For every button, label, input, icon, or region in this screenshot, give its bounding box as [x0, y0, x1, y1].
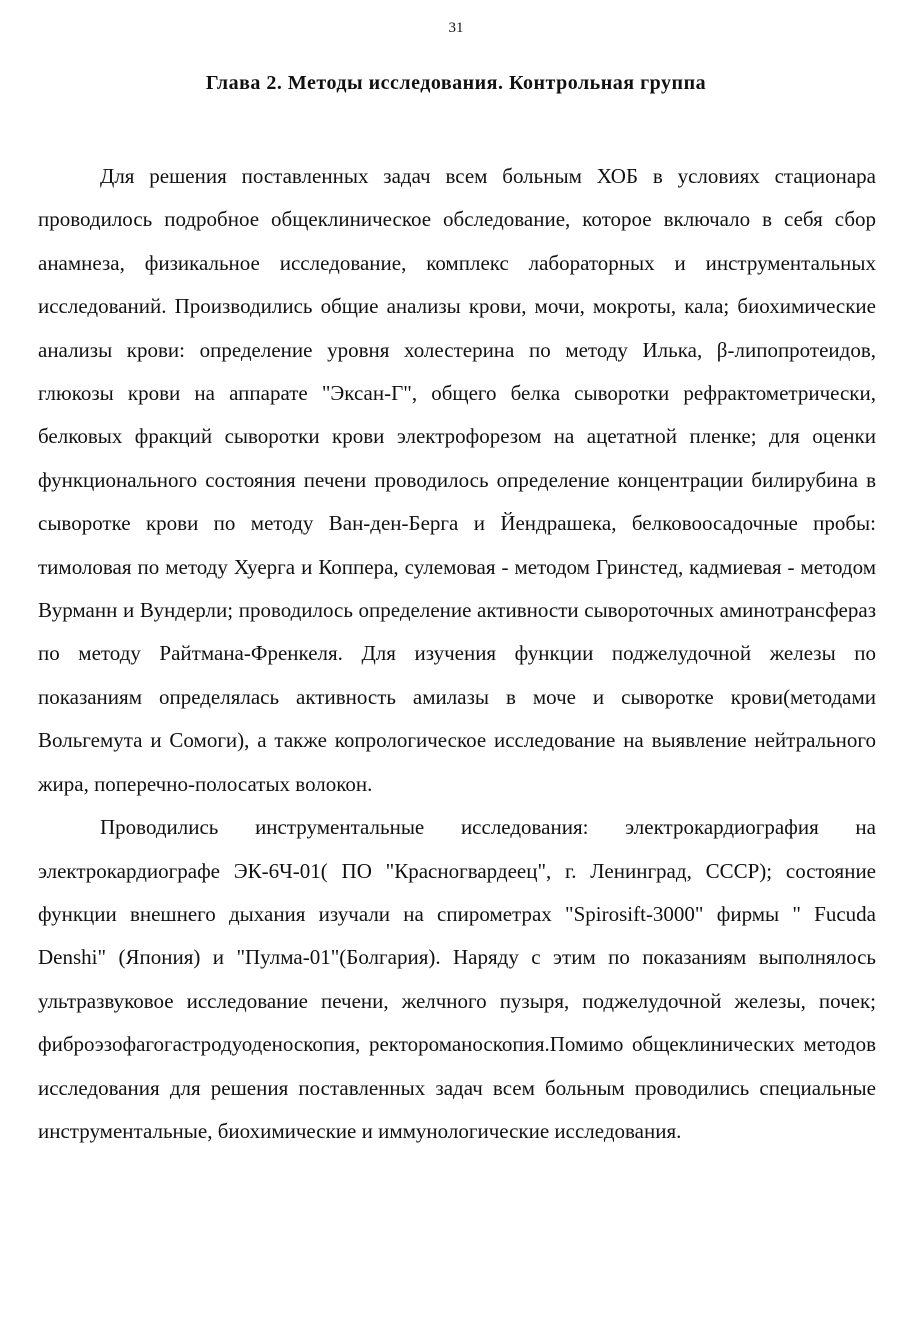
chapter-title: Глава 2. Методы исследования. Контрольная группа: [205, 72, 707, 94]
body-text: [38, 155, 876, 1153]
paragraph-methods-clinical: Для решения поставленных задач всем больным ХОБ в условиях стационара проводилось подробное общеклиническое обследование, которое включало в себя сбор анамнеза, физикальное исследование, комплекс лабораторных и инструментальных исследований. Производились общие анализы крови, мочи, мокроты, кала; биохимические анализы крови: определение уровня холестерина по методу Илька, β-липопротеидов, глюкозы крови на аппарате "Эксан-Г", общего белка сыворотки рефрактометрически, белковых фракций сыворотки крови электрофорезом на ацетатной пленке; для оценки функционального состояния печени проводилось определение концентрации билирубина в сыворотке крови по методу Ван-ден-Берга и Йендрашека, белковоосадочные пробы: тимоловая по методу Хуерга и Коппера, сулемовая - методом Гринстед, кадмиевая - методом Вурманн и Вундерли; проводилось определение активности сывороточных аминотрансфераз по методу Райтмана-Френкеля. Для изучения функции поджелудочной железы по показаниям определялась активность амилазы в моче и сыворотке крови(методами Вольгемута и Сомоги), а также копрологическое исследование на выявление нейтрального жира, поперечно-полосатых волокон.: [38, 164, 876, 796]
paragraph-methods-instrumental: Проводились инструментальные исследования: электрокардиография на электрокардиографе ЭК-6Ч-01( ПО "Красногвардеец", г. Ленинград, СССР); состояние функции внешнего дыхания изучали на спирометрах "Spirosift-3000" фирмы " Fucuda Denshi" (Япония) и "Пулма-01"(Болгария). Наряду с этим по показаниям выполнялось ультразвуковое исследование печени, желчного пузыря, поджелудочной железы, почек; фиброэзофагогастродуоденоскопия, ректороманоскопия.Помимо общеклинических методов исследования для решения поставленных задач всем больным проводились специальные инструментальные, биохимические и иммунологические исследования.: [38, 815, 876, 1143]
page-number: 31: [448, 20, 464, 36]
